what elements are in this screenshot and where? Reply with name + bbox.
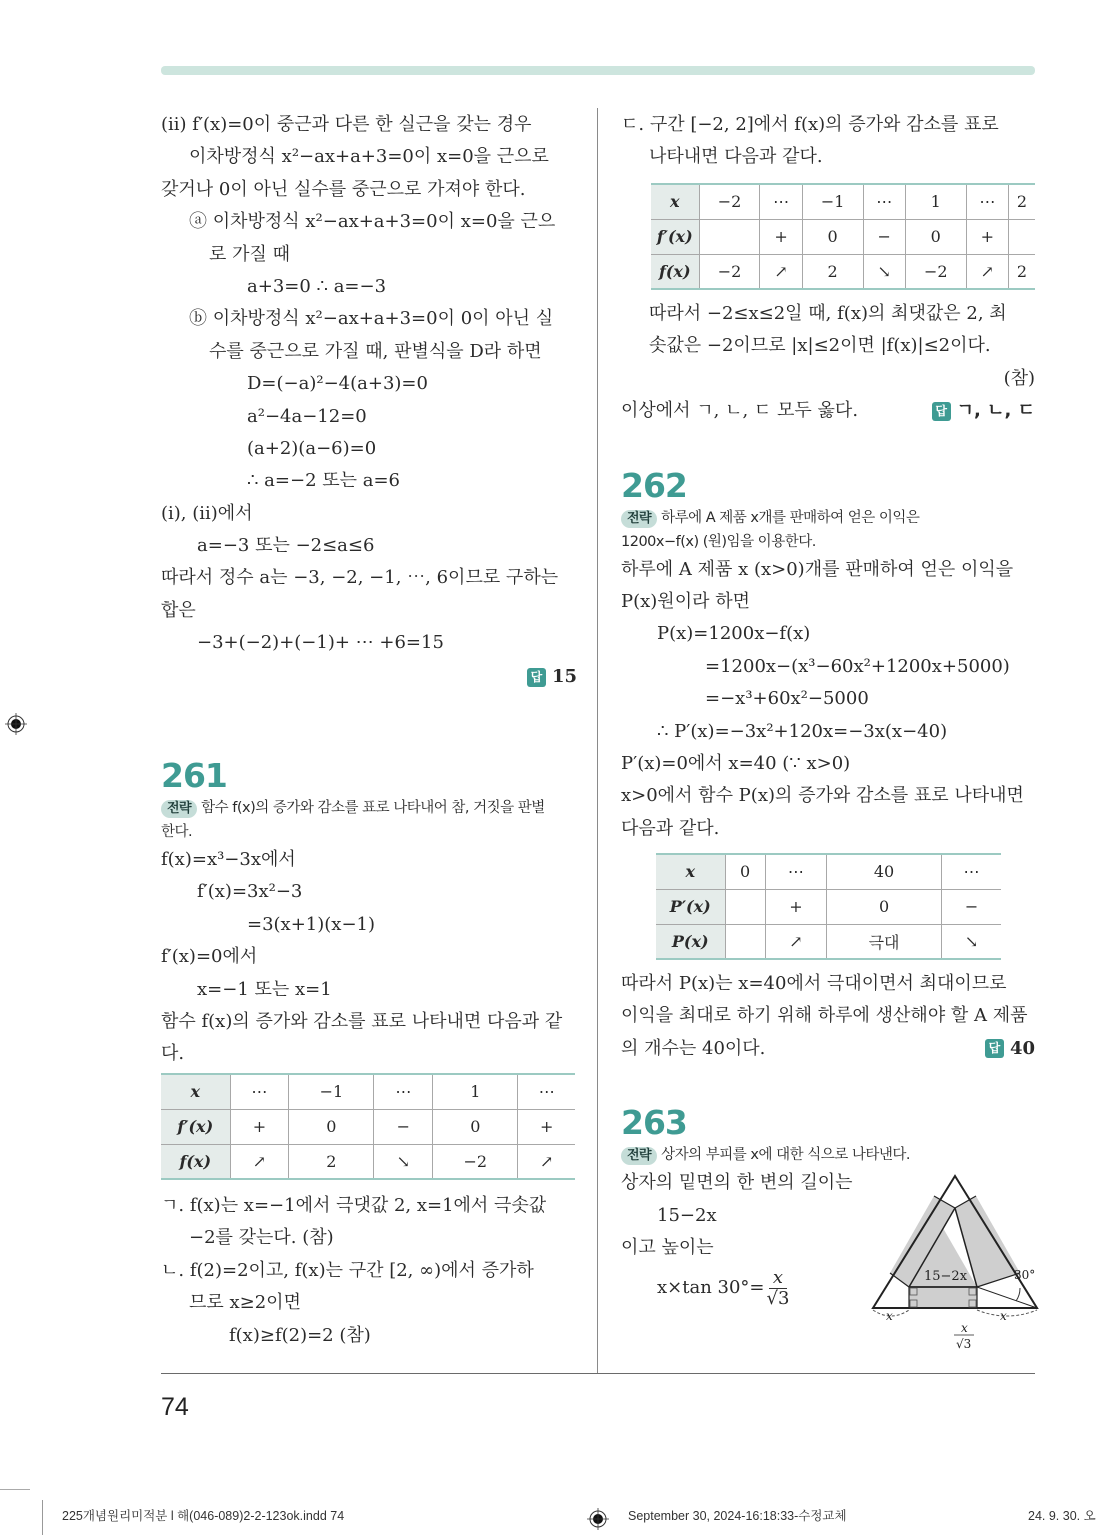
table-cell: 2 xyxy=(1008,184,1035,219)
equation: =−x³+60x²−5000 xyxy=(705,688,869,710)
crop-mark xyxy=(0,1489,30,1490)
triangle-box-diagram xyxy=(868,1170,1043,1350)
table-cell: 0 xyxy=(827,889,942,924)
strategy-text: 한다. xyxy=(161,824,193,841)
page-number: 74 xyxy=(161,1393,189,1421)
table-header-cell: f′(x) xyxy=(651,219,699,254)
text-line: ⓐ 이차방정식 x²−ax+a+3=0이 x=0을 근으 xyxy=(189,211,556,233)
text-line: 의 개수는 40이다. xyxy=(621,1037,766,1059)
text-line: f(x)=x³−3x에서 xyxy=(161,849,296,871)
table-header-cell: f(x) xyxy=(651,254,699,289)
text-line: f′(x)=0에서 xyxy=(161,946,258,968)
table-cell: 1 xyxy=(433,1074,518,1109)
equation: −3+(−2)+(−1)+ ⋯ +6=15 xyxy=(197,632,444,654)
text-line: x>0에서 함수 P(x)의 증가와 감소를 표로 나타내면 xyxy=(621,785,1024,807)
text-line: 나타내면 다음과 같다. xyxy=(649,146,823,168)
table-cell: ↗ xyxy=(966,254,1008,289)
table-cell xyxy=(725,889,765,924)
table-cell: − xyxy=(374,1109,433,1144)
footer-timestamp: September 30, 2024-16:18:33-수정교체 xyxy=(628,1509,847,1523)
text-line: 상자의 밑면의 한 변의 길이는 xyxy=(621,1172,853,1194)
table-cell: + xyxy=(760,219,802,254)
equation: =3(x+1)(x−1) xyxy=(247,913,375,935)
table-cell: 40 xyxy=(827,854,942,889)
label-x-left: x xyxy=(886,1309,893,1323)
table-cell: + xyxy=(765,889,826,924)
table-cell: ⋯ xyxy=(230,1074,289,1109)
table-cell: 1 xyxy=(905,184,966,219)
equation: f′(x)=3x²−3 xyxy=(197,881,303,903)
text-line: 이익을 최대로 하기 위해 하루에 생산해야 할 A 제품 xyxy=(621,1005,1028,1027)
text-line: 이고 높이는 xyxy=(621,1236,714,1258)
answer-line xyxy=(161,660,577,692)
table-cell: ↗ xyxy=(518,1144,575,1179)
strategy-badge: 전략 xyxy=(161,800,197,818)
column-divider xyxy=(597,108,598,1373)
header-bar xyxy=(161,66,1035,75)
text-line: 다. xyxy=(161,1043,185,1065)
text-line: ㄱ. f(x)는 x=−1에서 극댓값 2, x=1에서 극솟값 xyxy=(161,1195,547,1216)
text-line: 로 가질 때 xyxy=(209,243,290,265)
right-column-top xyxy=(621,109,1035,174)
answer xyxy=(527,661,577,693)
text-line: 므로 x≥2이면 xyxy=(189,1292,301,1314)
equation: P(x)=1200x−f(x) xyxy=(657,623,811,645)
table-cell: −2 xyxy=(699,254,760,289)
text-line: 갖거나 0이 아닌 실수를 중근으로 가져야 한다. xyxy=(161,178,526,200)
text-line: 솟값은 −2이므로 |x|≤2이면 |f(x)|≤2이다. xyxy=(649,335,991,357)
label-height-numerator: x xyxy=(961,1321,968,1335)
text-line: −2를 갖는다. (참) xyxy=(189,1227,334,1249)
table-cell: −1 xyxy=(289,1074,374,1109)
strategy-note xyxy=(621,1143,1035,1167)
table-cell: 0 xyxy=(802,219,863,254)
answer-badge: 답 xyxy=(932,402,951,421)
table-cell: −2 xyxy=(433,1144,518,1179)
table-cell: ⋯ xyxy=(374,1074,433,1109)
answer-value: ㄱ, ㄴ, ㄷ xyxy=(956,400,1035,422)
table-cell: 0 xyxy=(289,1109,374,1144)
label-height-denominator: √3 xyxy=(956,1337,972,1350)
footer-rule xyxy=(161,1373,1035,1374)
table-cell: 극대 xyxy=(827,924,942,959)
table-cell: ⋯ xyxy=(518,1074,575,1109)
table-header-cell: f(x) xyxy=(161,1144,230,1179)
label-side: 15−2x xyxy=(924,1269,968,1284)
text-line: 다음과 같다. xyxy=(621,817,720,839)
table-cell: ↗ xyxy=(760,254,802,289)
fraction-numerator: x xyxy=(769,1268,787,1289)
text-line: P(x)원이라 하면 xyxy=(621,590,750,612)
fraction-denominator: √3 xyxy=(766,1287,790,1309)
table-cell: ⋯ xyxy=(942,854,1001,889)
text-line: 따라서 정수 a는 −3, −2, −1, ⋯, 6이므로 구하는 xyxy=(161,567,559,589)
text-line: 따라서 −2≤x≤2일 때, f(x)의 최댓값은 2, 최 xyxy=(649,303,1007,324)
footer-filename: 225개념원리미적분 l 해(046-089)2-2-123ok.indd 74 xyxy=(62,1509,345,1523)
equation-lhs: x×tan 30°= xyxy=(657,1277,765,1299)
answer xyxy=(932,395,1035,427)
text-line: (참) xyxy=(1003,367,1035,389)
answer-badge: 답 xyxy=(527,668,546,687)
equation: =1200x−(x³−60x²+1200x+5000) xyxy=(705,655,1010,677)
table-cell: −2 xyxy=(905,254,966,289)
strategy-badge: 전략 xyxy=(621,1147,657,1165)
answer-value: 15 xyxy=(551,665,577,687)
equation: a²−4a−12=0 xyxy=(247,405,367,427)
table-cell: − xyxy=(942,889,1001,924)
table-header-cell: f′(x) xyxy=(161,1109,230,1144)
table-header-cell: P(x) xyxy=(656,924,725,959)
strategy-note xyxy=(621,506,1035,530)
table-cell: ⋯ xyxy=(765,854,826,889)
table-cell: + xyxy=(966,219,1008,254)
label-angle: 30° xyxy=(1014,1268,1036,1282)
answer xyxy=(985,1033,1035,1065)
table-cell: 0 xyxy=(905,219,966,254)
table-cell: ↗ xyxy=(765,924,826,959)
crop-mark xyxy=(42,1500,43,1535)
table-cell: ↗ xyxy=(230,1144,289,1179)
fraction xyxy=(767,1268,790,1309)
table-cell: 0 xyxy=(433,1109,518,1144)
text-line: 이차방정식 x²−ax+a+3=0이 x=0을 근으로 xyxy=(189,146,549,168)
equation: 15−2x xyxy=(657,1204,717,1226)
table-header-cell: x xyxy=(161,1074,230,1109)
text-line: ㄴ. f(2)=2이고, f(x)는 구간 [2, ∞)에서 증가하 xyxy=(161,1259,534,1281)
registration-mark-icon xyxy=(5,713,27,735)
variation-table-262 xyxy=(656,853,1001,960)
problem-number-263: 263 xyxy=(621,1103,687,1143)
table-cell: ↘ xyxy=(863,254,905,289)
answer-value: 40 xyxy=(1009,1037,1035,1059)
equation: (a+2)(a−6)=0 xyxy=(247,437,377,459)
table-cell xyxy=(725,924,765,959)
text-line: P′(x)=0에서 x=40 (∵ x>0) xyxy=(621,752,851,774)
strategy-badge: 전략 xyxy=(621,510,657,528)
text-line: (ii) f′(x)=0이 중근과 다른 한 실근을 갖는 경우 xyxy=(161,114,532,135)
answer-badge: 답 xyxy=(985,1039,1004,1058)
table-header-cell: x xyxy=(651,184,699,219)
equation: a=−3 또는 −2≤a≤6 xyxy=(197,535,375,557)
text-line: 이상에서 ㄱ, ㄴ, ㄷ 모두 옳다. xyxy=(621,400,859,422)
table-cell: 2 xyxy=(802,254,863,289)
variation-table-d xyxy=(651,183,1035,290)
table-cell: + xyxy=(230,1109,289,1144)
table-cell: −2 xyxy=(699,184,760,219)
table-cell xyxy=(1008,219,1035,254)
strategy-text: 상자의 부피를 x에 대한 식으로 나타낸다. xyxy=(661,1147,910,1164)
left-column-bottom xyxy=(161,1190,577,1352)
table-header-cell: P′(x) xyxy=(656,889,725,924)
text-line: (i), (ii)에서 xyxy=(161,502,253,524)
strategy-text: 하루에 A 제품 x개를 판매하여 얻은 이익은 xyxy=(661,509,920,526)
text-line: ⓑ 이차방정식 x²−ax+a+3=0이 0이 아닌 실 xyxy=(189,308,554,330)
problem-number-262: 262 xyxy=(621,465,687,505)
table-cell: ⋯ xyxy=(760,184,802,219)
right-column-mid xyxy=(621,298,1035,845)
footer-date: 24. 9. 30. 오 xyxy=(1028,1509,1096,1523)
table-cell: ↘ xyxy=(942,924,1001,959)
text-line: 따라서 P(x)는 x=40에서 극대이면서 최대이므로 xyxy=(621,973,1007,994)
text-line: ㄷ. 구간 [−2, 2]에서 f(x)의 증가와 감소를 표로 xyxy=(621,114,999,135)
label-x-right: x xyxy=(1000,1309,1007,1323)
registration-mark-icon xyxy=(587,1508,609,1530)
text-line: 함수 f(x)의 증가와 감소를 표로 나타내면 다음과 같 xyxy=(161,1010,563,1032)
text-line: 수를 중근으로 가질 때, 판별식을 D라 하면 xyxy=(209,340,542,362)
table-cell: 2 xyxy=(1008,254,1035,289)
equation: ∴ a=−2 또는 a=6 xyxy=(247,470,401,492)
equation: x=−1 또는 x=1 xyxy=(197,978,332,1000)
equation: a+3=0 ∴ a=−3 xyxy=(247,275,387,297)
left-column xyxy=(161,109,577,1071)
strategy-text: 1200x−f(x) (원)임을 이용한다. xyxy=(621,533,816,550)
conclusion-line xyxy=(621,395,1035,427)
text-line: 하루에 A 제품 x (x>0)개를 판매하여 얻은 이익을 xyxy=(621,558,1014,580)
variation-table-261 xyxy=(161,1073,575,1180)
table-cell: 0 xyxy=(725,854,765,889)
table-cell xyxy=(699,219,760,254)
table-cell: ↘ xyxy=(374,1144,433,1179)
conclusion-line xyxy=(621,1033,1035,1065)
equation: f(x)≥f(2)=2 (참) xyxy=(229,1324,371,1346)
table-cell: ⋯ xyxy=(966,184,1008,219)
table-cell: − xyxy=(863,219,905,254)
table-cell: ⋯ xyxy=(863,184,905,219)
equation: ∴ P′(x)=−3x²+120x=−3x(x−40) xyxy=(657,720,948,742)
table-cell: + xyxy=(518,1109,575,1144)
table-cell: −1 xyxy=(802,184,863,219)
strategy-text: 함수 f(x)의 증가와 감소를 표로 나타내어 참, 거짓을 판별 xyxy=(201,800,545,817)
equation: D=(−a)²−4(a+3)=0 xyxy=(247,373,428,395)
strategy-note xyxy=(161,796,577,820)
table-cell: 2 xyxy=(289,1144,374,1179)
table-header-cell: x xyxy=(656,854,725,889)
text-line: 합은 xyxy=(161,599,196,621)
problem-number-261: 261 xyxy=(161,756,227,796)
